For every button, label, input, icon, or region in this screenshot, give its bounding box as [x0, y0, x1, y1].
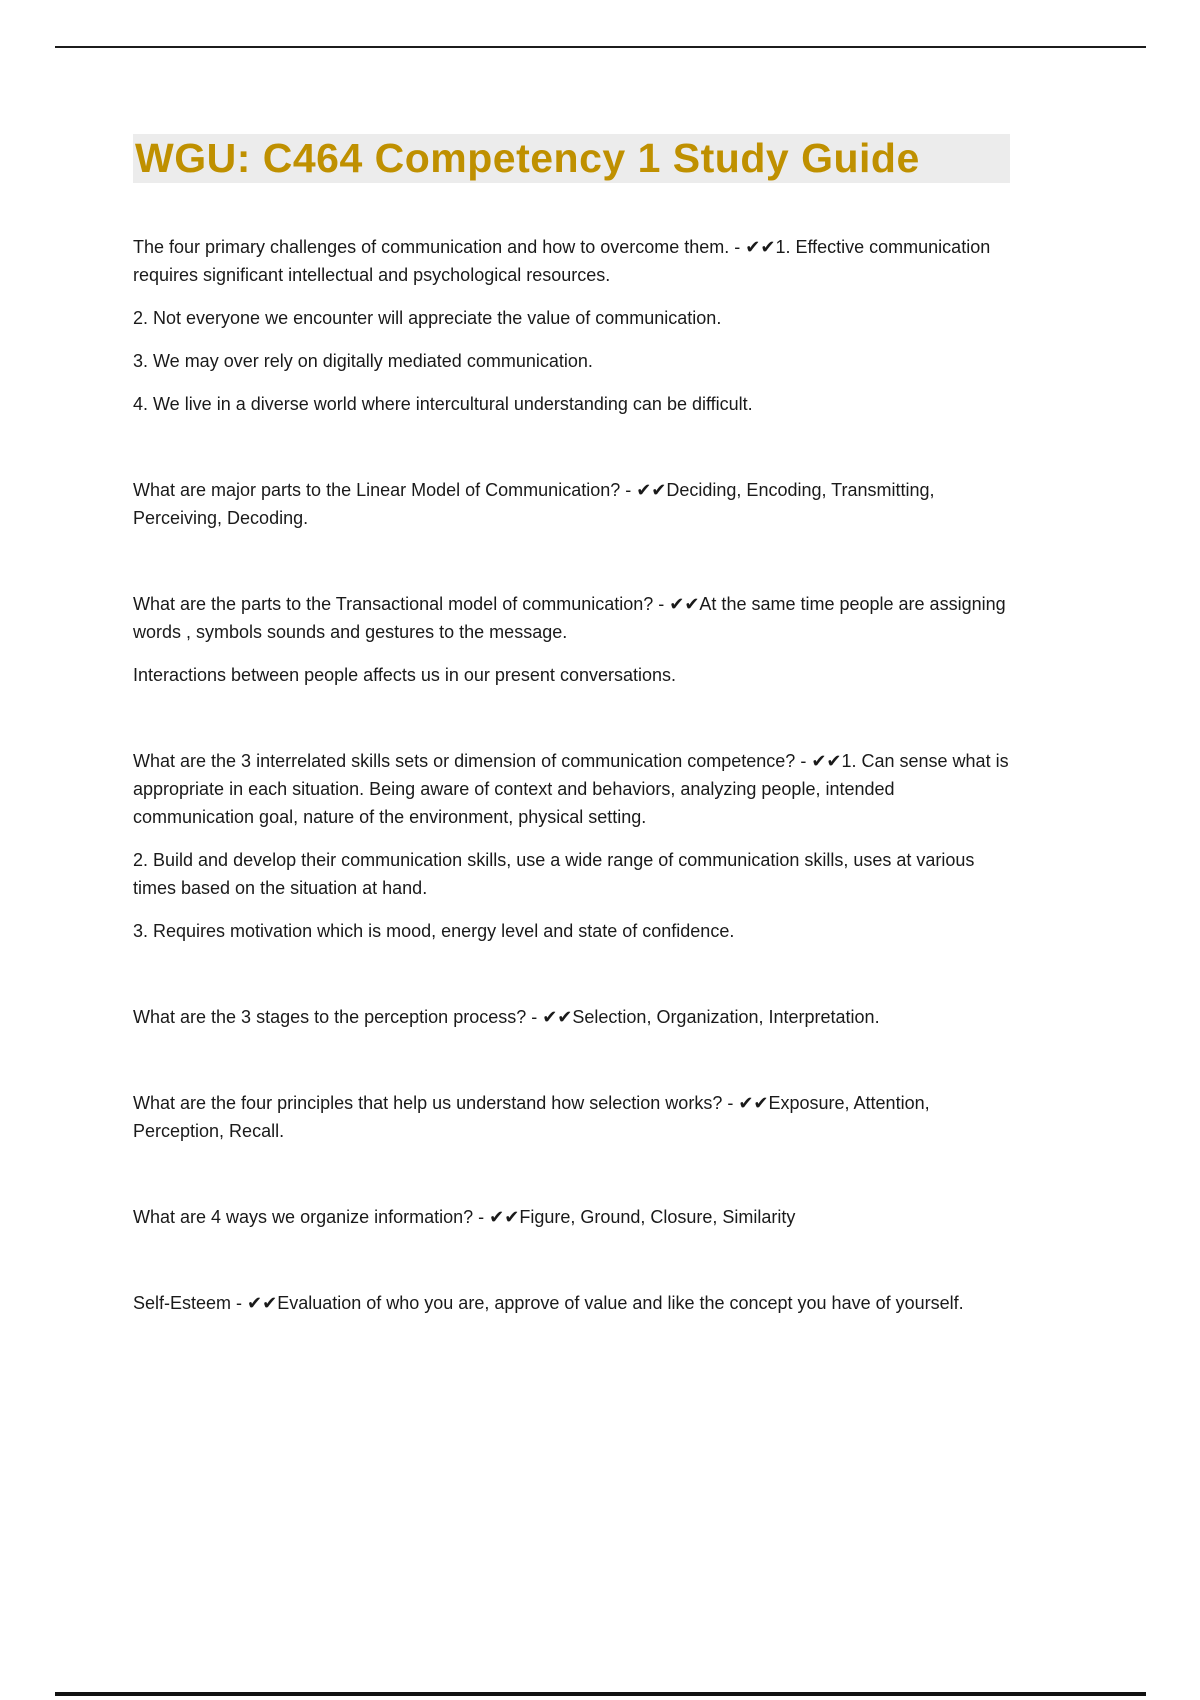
qa-paragraph: The four primary challenges of communication and how to overcome them. - ✔✔1. Effective communication requires significant intellectual and psychological resources. — [133, 237, 991, 285]
qa-paragraph: What are the parts to the Transactional model of communication? - ✔✔At the same time people are assigning words , symbols sounds and gestures to the message. — [133, 594, 1006, 642]
qa-paragraph: What are major parts to the Linear Model of Communication? - ✔✔Deciding, Encoding, Transmitting, Perceiving, Decoding. — [133, 480, 935, 528]
qa-paragraph: Interactions between people affects us in our present conversations. — [133, 665, 676, 685]
top-rule — [55, 46, 1146, 48]
qa-paragraph: Self-Esteem - ✔✔Evaluation of who you are, approve of value and like the concept you have of yourself. — [133, 1293, 964, 1313]
qa-paragraph: 3. We may over rely on digitally mediated communication. — [133, 351, 593, 371]
qa-paragraph: What are the 3 stages to the perception process? - ✔✔Selection, Organization, Interpretation. — [133, 1007, 880, 1027]
qa-paragraph: What are 4 ways we organize information? - ✔✔Figure, Ground, Closure, Similarity — [133, 1207, 796, 1227]
document-body — [133, 134, 1010, 1332]
qa-paragraph: 4. We live in a diverse world where intercultural understanding can be difficult. — [133, 394, 753, 414]
qa-paragraph: 2. Not everyone we encounter will appreciate the value of communication. — [133, 308, 722, 328]
qa-paragraph: What are the 3 interrelated skills sets or dimension of communication competence? - ✔✔1. Can sense what is appropriate in each situation. Being aware of context and behaviors, analyzing people, intended communication goal, nature of the environment, physical setting. — [133, 751, 1009, 827]
qa-paragraph: 3. Requires motivation which is mood, energy level and state of confidence. — [133, 921, 735, 941]
qa-paragraph: What are the four principles that help us understand how selection works? - ✔✔Exposure, Attention, Perception, Recall. — [133, 1093, 930, 1141]
page-title: WGU: C464 Competency 1 Study Guide — [133, 134, 1010, 183]
qa-paragraph: 2. Build and develop their communication skills, use a wide range of communication skills, uses at various times based on the situation at hand. — [133, 850, 975, 898]
bottom-rule — [55, 1692, 1146, 1696]
